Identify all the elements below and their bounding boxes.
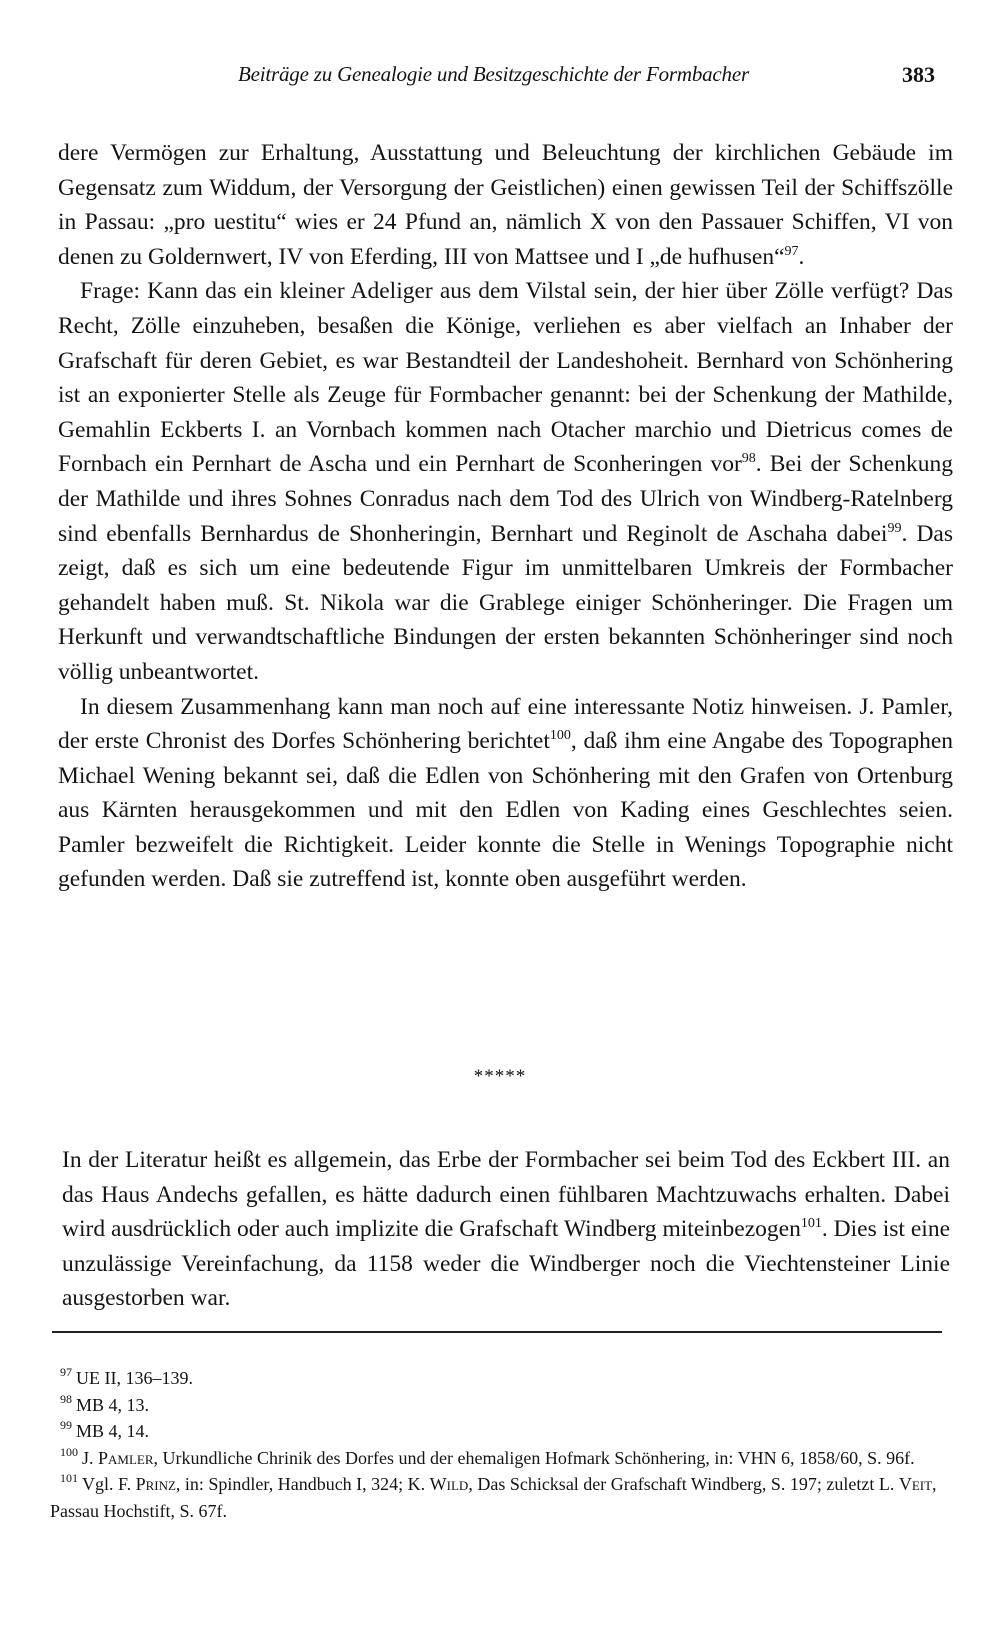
footnote-author: Prinz (135, 1474, 176, 1494)
footnote-text: , in: Spindler, Handbuch I, 324; K. (175, 1474, 430, 1494)
paragraph-text: . Bei der Schenkung der Mathilde und ihres Sohnes Conradus nach dem Tod des Ulrich von Windberg-Ratelnberg sind ebenfalls Bernhardus de Shonheringin, Bernhart und Reginolt de Aschaha dabei (58, 451, 953, 547)
footnote-ref: 100 (549, 728, 571, 744)
footnote-number: 100 (60, 1444, 78, 1459)
footnote-author: Wild (429, 1474, 469, 1494)
footnote-author: Pamler (98, 1447, 154, 1468)
footnote-number: 99 (60, 1418, 72, 1432)
paragraph-text: In diesem Zusammenhang kann man noch auf eine interessante Notiz hinweisen. J. Pamler, der erste Chronist des Dorfes Schönhering berichtet (58, 693, 953, 755)
footnote-text: MB 4, 13. (76, 1394, 150, 1415)
footnote-author: Veit (898, 1474, 933, 1494)
footnote-ref: 101 (800, 1216, 822, 1232)
footnote-ref: 97 (784, 243, 799, 259)
footnote-text: , Passau Hochstift, S. 67f. (50, 1474, 937, 1521)
paragraph-text: In der Literatur heißt es allgemein, das Erbe der Formbacher sei beim Tod des Eckbert III. an das Haus Andechs gefallen, es hätte dadurch einen fühlbaren Machtzuwachs erhalten. Dabei wird ausdrücklich oder auch implizite die Grafschaft Windberg miteinbezogen (62, 1147, 950, 1243)
paragraph-text: dere Vermögen zur Erhaltung, Ausstattung und Beleuchtung der kirchlichen Gebäude im Gegensatz zum Widdum, der Versorgung der Geistlichen) einen gewissen Teil der Schiffszölle in Passau: „pro uestitu“ wies er 24 Pfund an, nämlich X von den Passauer Schiffen, VI von denen zu Goldernwert, IV von Eferding, III von Mattsee und I „de hufhusen“ (58, 140, 953, 270)
footnote-text: UE II, 136–139. (76, 1368, 193, 1388)
running-header (0, 62, 1000, 96)
paragraph (58, 690, 953, 898)
footnote-98 (50, 1392, 940, 1419)
footnote-text: Vgl. F. (82, 1474, 136, 1494)
footnote-number: 98 (60, 1391, 72, 1406)
running-title: Beiträge zu Genealogie und Besitzgeschichte der Formbacher (238, 62, 749, 86)
paragraph-text: Frage: Kann das ein kleiner Adeliger aus dem Vilstal sein, der hier über Zölle verfügt? Das Recht, Zölle einzuheben, besaßen die Könige, verliehen es aber vielfach an Inhaber der Grafschaft für deren Gebiet, es war Bestandteil der Landeshoheit. Bernhard von Schönhering ist an exponierter Stelle als Zeuge für Formbacher genannt: bei der Schenkung der Mathilde, Gemahlin Eckberts I. an Vornbach kommen nach Otacher marchio und Dietricus comes de Fornbach ein Pernhart de Ascha und ein Pernhart de Sconheringen vor (58, 278, 953, 478)
footnote-100 (50, 1445, 940, 1472)
paragraph-text: , daß ihm eine Angabe des Topographen Michael Wening bekannt sei, daß die Edlen von Schönhering mit den Grafen von Ortenburg aus Kärnten herausgekommen und mit den Edlen von Kading eines Geschlechtes seien. Pamler bezweifelt die Richtigkeit. Leider konnte die Stelle in Wenings Topographie nicht gefunden werden. Daß sie zutreffend ist, konnte oben ausgeführt werden. (58, 728, 953, 893)
footnote-number: 97 (60, 1365, 72, 1379)
footnote-text: , Urkundliche Chrinik des Dorfes und der ehemaligen Hofmark Schönhering, in: VHN 6, 1858/60, S. 96f. (153, 1447, 915, 1468)
paragraph (58, 274, 953, 689)
footnote-text: J. (82, 1447, 99, 1468)
paragraph (62, 1143, 950, 1316)
footnote-ref: 98 (741, 451, 756, 467)
page-number: 383 (902, 62, 935, 87)
footnote-text: MB 4, 14. (76, 1421, 150, 1441)
main-text (58, 136, 953, 897)
footnote-text: , Das Schicksal der Grafschaft Windberg, S. 197; zuletzt L. (468, 1474, 899, 1494)
footnote-number: 101 (60, 1471, 78, 1485)
paragraph (58, 136, 953, 274)
footnote-ref: 99 (887, 520, 902, 536)
footnotes (50, 1365, 940, 1524)
closing-section (62, 1143, 950, 1316)
paragraph-text: . Das zeigt, daß es sich um eine bedeutende Figur im unmittelbaren Umkreis der Formbacher gehandelt haben muß. St. Nikola war die Grablege einiger Schönheringer. Die Fragen um Herkunft und verwandtschaftliche Bindungen der ersten bekannten Schönheringer sind noch völlig unbeantwortet. (58, 520, 954, 685)
paragraph-text: . (798, 243, 805, 270)
footnote-99 (50, 1418, 940, 1445)
section-separator: ***** (473, 1066, 527, 1087)
footnote-97 (50, 1365, 940, 1392)
footnote-101 (50, 1471, 940, 1524)
paragraph-text: . Dies ist eine unzulässige Vereinfachung, da 1158 weder die Windberger noch die Viechtensteiner Linie ausgestorben war. (62, 1216, 951, 1312)
footnote-divider (52, 1331, 942, 1333)
